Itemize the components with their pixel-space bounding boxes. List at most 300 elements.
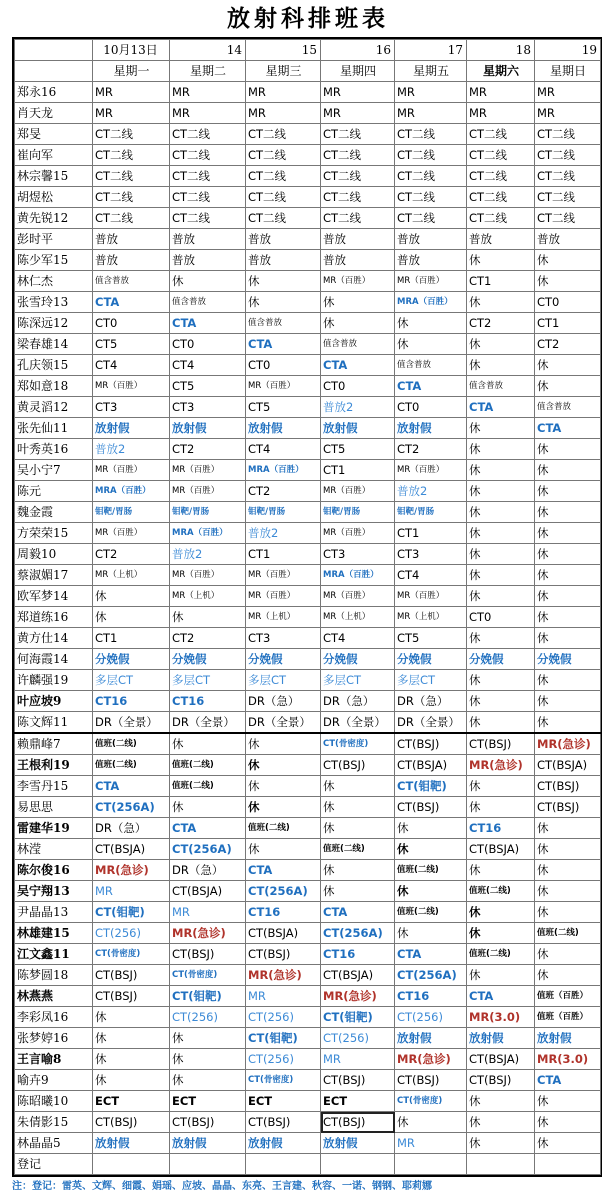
shift-cell[interactable]: MR（上机） <box>395 607 467 628</box>
shift-cell[interactable]: CT1 <box>395 523 467 544</box>
shift-cell[interactable]: CT(256) <box>246 1049 321 1070</box>
staff-name-cell[interactable]: 林仁杰 <box>15 271 93 292</box>
shift-cell[interactable]: 分娩假 <box>321 649 395 670</box>
shift-cell[interactable]: CT16 <box>321 944 395 965</box>
shift-cell[interactable]: 休 <box>467 797 535 818</box>
shift-cell[interactable]: 普放 <box>170 250 246 271</box>
shift-cell[interactable]: 休 <box>535 965 601 986</box>
shift-cell[interactable]: CT16 <box>246 902 321 923</box>
shift-cell[interactable]: CT16 <box>395 986 467 1007</box>
staff-name-cell[interactable]: 叶秀英16 <box>15 439 93 460</box>
shift-cell[interactable]: CT2 <box>535 334 601 355</box>
shift-cell[interactable]: CTA <box>467 986 535 1007</box>
shift-cell[interactable]: 值含普放 <box>535 397 601 418</box>
shift-cell[interactable]: CT0 <box>246 355 321 376</box>
shift-cell[interactable]: 休 <box>535 670 601 691</box>
shift-cell[interactable]: CTA <box>321 355 395 376</box>
staff-name-cell[interactable]: 林晶晶5 <box>15 1133 93 1154</box>
shift-cell[interactable]: 休 <box>467 544 535 565</box>
shift-cell[interactable]: 休 <box>395 818 467 839</box>
shift-cell[interactable]: CT(BSJ) <box>246 1112 321 1133</box>
shift-cell[interactable]: CT二线 <box>395 124 467 145</box>
shift-cell[interactable]: ECT <box>246 1091 321 1112</box>
shift-cell[interactable]: ECT <box>170 1091 246 1112</box>
shift-cell[interactable]: CT(256A) <box>246 881 321 902</box>
shift-cell[interactable]: 放射假 <box>246 1133 321 1154</box>
shift-cell[interactable]: 休 <box>535 586 601 607</box>
shift-cell[interactable]: CT(BSJA) <box>467 839 535 860</box>
shift-cell[interactable]: CT1 <box>93 628 170 649</box>
shift-cell[interactable]: CT(BSJ) <box>93 986 170 1007</box>
staff-name-cell[interactable]: 林雄建15 <box>15 923 93 944</box>
shift-cell[interactable]: 普放 <box>395 250 467 271</box>
shift-cell[interactable]: CT二线 <box>246 124 321 145</box>
shift-cell[interactable]: 值含普放 <box>395 355 467 376</box>
shift-cell[interactable]: 值班(二线) <box>246 818 321 839</box>
shift-cell[interactable]: CT二线 <box>467 166 535 187</box>
shift-cell[interactable]: CT(256) <box>170 1007 246 1028</box>
shift-cell[interactable]: 普放2 <box>93 439 170 460</box>
shift-cell[interactable]: 普放 <box>170 229 246 250</box>
shift-cell[interactable]: 休 <box>467 712 535 734</box>
shift-cell[interactable]: CT二线 <box>93 124 170 145</box>
staff-name-cell[interactable]: 朱倩影15 <box>15 1112 93 1133</box>
shift-cell[interactable]: MR（百胜） <box>246 376 321 397</box>
shift-cell[interactable]: 值班(二线) <box>395 902 467 923</box>
shift-cell[interactable]: 休 <box>535 1091 601 1112</box>
shift-cell[interactable]: 休 <box>395 334 467 355</box>
shift-cell[interactable]: MR <box>467 82 535 103</box>
shift-cell[interactable]: CT二线 <box>321 187 395 208</box>
shift-cell[interactable]: CT二线 <box>321 208 395 229</box>
shift-cell[interactable]: MR(3.0) <box>535 1049 601 1070</box>
shift-cell[interactable]: 休 <box>395 839 467 860</box>
shift-cell[interactable]: 值含普放 <box>170 292 246 313</box>
shift-cell[interactable]: MR(急诊) <box>246 965 321 986</box>
staff-name-cell[interactable]: 欧军梦14 <box>15 586 93 607</box>
shift-cell[interactable]: 休 <box>467 691 535 712</box>
shift-cell[interactable]: CT(BSJ) <box>535 797 601 818</box>
shift-cell[interactable]: 放射假 <box>321 1133 395 1154</box>
shift-cell[interactable]: CT二线 <box>321 124 395 145</box>
staff-name-cell[interactable]: 陈少军15 <box>15 250 93 271</box>
shift-cell[interactable]: CT二线 <box>395 187 467 208</box>
shift-cell[interactable]: 休 <box>467 481 535 502</box>
shift-cell[interactable]: MR（百胜） <box>93 460 170 481</box>
shift-cell[interactable]: 休 <box>535 628 601 649</box>
staff-name-cell[interactable]: 郑永16 <box>15 82 93 103</box>
shift-cell[interactable]: 休 <box>467 355 535 376</box>
staff-name-cell[interactable]: 吴小宁7 <box>15 460 93 481</box>
shift-cell[interactable]: CT二线 <box>170 145 246 166</box>
shift-cell[interactable]: CT二线 <box>246 145 321 166</box>
shift-cell[interactable]: CT(256) <box>93 923 170 944</box>
shift-cell[interactable]: CT二线 <box>170 124 246 145</box>
shift-cell[interactable]: CT(钼靶) <box>93 902 170 923</box>
shift-cell[interactable]: CT二线 <box>535 166 601 187</box>
staff-name-cell[interactable]: 肖天龙 <box>15 103 93 124</box>
staff-name-cell[interactable]: 郑道练16 <box>15 607 93 628</box>
shift-cell[interactable]: CT二线 <box>170 208 246 229</box>
shift-cell[interactable]: 休 <box>535 355 601 376</box>
shift-cell[interactable]: CT(骨密度) <box>93 944 170 965</box>
shift-cell[interactable]: 休 <box>93 1028 170 1049</box>
shift-cell[interactable]: 休 <box>467 860 535 881</box>
shift-cell[interactable]: MR（上机） <box>321 607 395 628</box>
shift-cell[interactable]: 普放 <box>321 229 395 250</box>
staff-name-cell[interactable]: 许麟强19 <box>15 670 93 691</box>
shift-cell[interactable]: 值含普放 <box>246 313 321 334</box>
shift-cell[interactable]: CTA <box>535 1070 601 1091</box>
shift-cell[interactable]: CT(BSJ) <box>467 1070 535 1091</box>
shift-cell[interactable]: 普放 <box>93 229 170 250</box>
shift-cell[interactable]: MR（百胜） <box>395 271 467 292</box>
shift-cell[interactable]: 放射假 <box>467 1028 535 1049</box>
shift-cell[interactable]: 值班（百胜） <box>535 1007 601 1028</box>
shift-cell[interactable]: CT(钼靶) <box>170 986 246 1007</box>
shift-cell[interactable]: MR（百胜） <box>321 271 395 292</box>
shift-cell[interactable]: CTA <box>321 902 395 923</box>
staff-name-cell[interactable]: 王根利19 <box>15 755 93 776</box>
shift-cell[interactable]: CT二线 <box>93 145 170 166</box>
shift-cell[interactable]: DR（全景） <box>395 712 467 734</box>
shift-cell[interactable]: 休 <box>246 271 321 292</box>
shift-cell[interactable]: CT(BSJ) <box>246 944 321 965</box>
shift-cell[interactable]: CT(BSJA) <box>170 881 246 902</box>
shift-cell[interactable]: CT16 <box>170 691 246 712</box>
shift-cell[interactable]: 休 <box>246 755 321 776</box>
shift-cell[interactable]: 休 <box>535 439 601 460</box>
shift-cell[interactable]: CT4 <box>395 565 467 586</box>
shift-cell[interactable]: 休 <box>467 292 535 313</box>
shift-cell[interactable]: CT(256) <box>246 1007 321 1028</box>
shift-cell[interactable]: 休 <box>93 1007 170 1028</box>
shift-cell[interactable]: 休 <box>246 776 321 797</box>
shift-cell[interactable]: CT2 <box>246 481 321 502</box>
shift-cell[interactable]: 放射假 <box>246 418 321 439</box>
shift-cell[interactable]: 休 <box>321 313 395 334</box>
shift-cell[interactable]: 休 <box>535 712 601 734</box>
shift-cell[interactable]: MR <box>321 1049 395 1070</box>
shift-cell[interactable]: CT(钼靶) <box>246 1028 321 1049</box>
shift-cell[interactable]: CT二线 <box>246 166 321 187</box>
shift-cell[interactable]: MRA（百胜） <box>321 565 395 586</box>
shift-cell[interactable]: 放射假 <box>93 1133 170 1154</box>
shift-cell[interactable]: CT二线 <box>93 166 170 187</box>
shift-cell[interactable]: CT二线 <box>467 145 535 166</box>
shift-cell[interactable]: 休 <box>467 1112 535 1133</box>
shift-cell[interactable]: CT二线 <box>467 208 535 229</box>
shift-cell[interactable]: CT4 <box>321 628 395 649</box>
shift-cell[interactable]: MR（百胜） <box>246 586 321 607</box>
staff-name-cell[interactable]: 张梦婷16 <box>15 1028 93 1049</box>
shift-cell[interactable]: 普放2 <box>321 397 395 418</box>
shift-cell[interactable]: CT(钼靶) <box>395 776 467 797</box>
shift-cell[interactable]: MR <box>93 82 170 103</box>
shift-cell[interactable]: ECT <box>321 1091 395 1112</box>
shift-cell[interactable]: CT(BSJ) <box>170 1112 246 1133</box>
shift-cell[interactable]: 普放2 <box>170 544 246 565</box>
shift-cell[interactable]: 休 <box>170 607 246 628</box>
staff-name-cell[interactable]: 孔庆领15 <box>15 355 93 376</box>
shift-cell[interactable]: 休 <box>170 1070 246 1091</box>
shift-cell[interactable]: 多层CT <box>170 670 246 691</box>
shift-cell[interactable]: 放射假 <box>170 1133 246 1154</box>
shift-cell[interactable]: MR（上机） <box>93 565 170 586</box>
shift-cell[interactable]: 休 <box>246 733 321 755</box>
shift-cell[interactable]: MR <box>395 82 467 103</box>
staff-name-cell[interactable]: 雷建华19 <box>15 818 93 839</box>
shift-cell[interactable]: MRA（百胜） <box>170 523 246 544</box>
staff-name-cell[interactable]: 江文鑫11 <box>15 944 93 965</box>
shift-cell[interactable]: CT二线 <box>321 145 395 166</box>
shift-cell[interactable]: 休 <box>535 250 601 271</box>
shift-cell[interactable]: 普放 <box>246 250 321 271</box>
shift-cell[interactable]: 休 <box>467 586 535 607</box>
staff-name-cell[interactable]: 吴宁翔13 <box>15 881 93 902</box>
shift-cell[interactable]: CT(骨密度) <box>170 965 246 986</box>
shift-cell[interactable]: CT二线 <box>395 208 467 229</box>
staff-name-cell[interactable]: 梁春雄14 <box>15 334 93 355</box>
shift-cell[interactable]: CT3 <box>93 397 170 418</box>
shift-cell[interactable]: CT(BSJ) <box>321 1070 395 1091</box>
shift-cell[interactable]: CT3 <box>321 544 395 565</box>
shift-cell[interactable]: 休 <box>535 881 601 902</box>
shift-cell[interactable]: 值班(二线) <box>321 839 395 860</box>
shift-cell[interactable]: CT(256A) <box>395 965 467 986</box>
shift-cell[interactable]: CT二线 <box>395 166 467 187</box>
staff-name-cell[interactable]: 黄方仕14 <box>15 628 93 649</box>
staff-name-cell[interactable]: 周毅10 <box>15 544 93 565</box>
shift-cell[interactable]: 普放 <box>535 229 601 250</box>
shift-cell[interactable]: CT(256A) <box>321 923 395 944</box>
shift-cell[interactable]: MR <box>246 103 321 124</box>
shift-cell[interactable]: 休 <box>535 860 601 881</box>
shift-cell[interactable]: CT二线 <box>535 145 601 166</box>
shift-cell[interactable]: CT1 <box>321 460 395 481</box>
shift-cell[interactable]: 休 <box>170 1049 246 1070</box>
shift-cell[interactable]: DR（全景） <box>170 712 246 734</box>
shift-cell[interactable]: 休 <box>170 1028 246 1049</box>
shift-cell[interactable]: CT(256) <box>395 1007 467 1028</box>
shift-cell[interactable]: CTA <box>246 334 321 355</box>
shift-cell[interactable]: 放射假 <box>93 418 170 439</box>
shift-cell[interactable]: MR（百胜） <box>170 565 246 586</box>
shift-cell[interactable]: 休 <box>246 292 321 313</box>
shift-cell[interactable]: 休 <box>467 1133 535 1154</box>
shift-cell[interactable]: 休 <box>467 965 535 986</box>
shift-cell[interactable]: MR <box>93 881 170 902</box>
shift-cell[interactable]: CTA <box>170 313 246 334</box>
shift-cell[interactable]: MR <box>321 103 395 124</box>
shift-cell[interactable]: 放射假 <box>535 1028 601 1049</box>
shift-cell[interactable]: 值班(二线) <box>170 776 246 797</box>
shift-cell[interactable]: CT0 <box>395 397 467 418</box>
shift-cell[interactable]: 值班(二线) <box>93 733 170 755</box>
shift-cell[interactable]: 休 <box>321 776 395 797</box>
shift-cell[interactable]: 多层CT <box>321 670 395 691</box>
shift-cell[interactable]: DR（全景） <box>321 712 395 734</box>
shift-cell[interactable]: CTA <box>535 418 601 439</box>
shift-cell[interactable]: 分娩假 <box>467 649 535 670</box>
shift-cell[interactable]: CT(BSJ) <box>321 1112 395 1133</box>
shift-cell[interactable]: MR（百胜） <box>321 586 395 607</box>
shift-cell[interactable]: 休 <box>535 271 601 292</box>
shift-cell[interactable]: CT16 <box>467 818 535 839</box>
shift-cell[interactable]: 休 <box>467 565 535 586</box>
shift-cell[interactable]: 休 <box>467 418 535 439</box>
shift-cell[interactable]: MR(急诊) <box>93 860 170 881</box>
shift-cell[interactable]: CT5 <box>246 397 321 418</box>
staff-name-cell[interactable]: 喻卉9 <box>15 1070 93 1091</box>
shift-cell[interactable]: MR（百胜） <box>170 481 246 502</box>
staff-name-cell[interactable]: 王言喻8 <box>15 1049 93 1070</box>
shift-cell[interactable]: 休 <box>535 1112 601 1133</box>
shift-cell[interactable]: CT(BSJ) <box>170 944 246 965</box>
staff-name-cell[interactable]: 尹晶晶13 <box>15 902 93 923</box>
shift-cell[interactable]: 休 <box>467 502 535 523</box>
shift-cell[interactable]: 休 <box>321 818 395 839</box>
shift-cell[interactable]: 休 <box>395 881 467 902</box>
shift-cell[interactable]: 休 <box>246 839 321 860</box>
shift-cell[interactable]: 休 <box>467 250 535 271</box>
shift-cell[interactable]: 普放 <box>93 250 170 271</box>
shift-cell[interactable]: CT二线 <box>93 208 170 229</box>
shift-cell[interactable]: MR <box>170 103 246 124</box>
shift-cell[interactable]: CT5 <box>93 334 170 355</box>
shift-cell[interactable]: CT二线 <box>535 124 601 145</box>
shift-cell[interactable]: CT(钼靶) <box>321 1007 395 1028</box>
shift-cell[interactable]: CT5 <box>170 376 246 397</box>
shift-cell[interactable]: MR <box>93 103 170 124</box>
shift-cell[interactable]: 放射假 <box>395 1028 467 1049</box>
shift-cell[interactable]: CT1 <box>246 544 321 565</box>
shift-cell[interactable]: CT0 <box>535 292 601 313</box>
shift-cell[interactable]: DR（急） <box>170 860 246 881</box>
shift-cell[interactable]: CT二线 <box>170 166 246 187</box>
shift-cell[interactable]: CT3 <box>170 397 246 418</box>
shift-cell[interactable]: ECT <box>93 1091 170 1112</box>
shift-cell[interactable]: 普放 <box>395 229 467 250</box>
shift-cell[interactable]: CT2 <box>170 628 246 649</box>
staff-name-cell[interactable]: 黄灵滔12 <box>15 397 93 418</box>
shift-cell[interactable]: MR(3.0) <box>467 1007 535 1028</box>
shift-cell[interactable]: CT(BSJ) <box>321 755 395 776</box>
shift-cell[interactable]: CT(骨密度) <box>321 733 395 755</box>
staff-name-cell[interactable]: 林宗馨15 <box>15 166 93 187</box>
shift-cell[interactable]: 分娩假 <box>535 649 601 670</box>
shift-cell[interactable]: MR（百胜） <box>395 586 467 607</box>
shift-cell[interactable]: MR(急诊) <box>535 733 601 755</box>
shift-cell[interactable]: 休 <box>535 565 601 586</box>
shift-cell[interactable]: MR(急诊) <box>467 755 535 776</box>
shift-cell[interactable]: CT(BSJ) <box>93 1112 170 1133</box>
shift-cell[interactable]: 普放 <box>246 229 321 250</box>
shift-cell[interactable]: 普放2 <box>246 523 321 544</box>
shift-cell[interactable]: DR（急） <box>246 691 321 712</box>
shift-cell[interactable]: CT(256A) <box>170 839 246 860</box>
staff-name-cell[interactable]: 胡煜松 <box>15 187 93 208</box>
shift-cell[interactable]: MR（百胜） <box>93 523 170 544</box>
shift-cell[interactable]: MR(急诊) <box>170 923 246 944</box>
shift-cell[interactable]: CTA <box>395 944 467 965</box>
shift-cell[interactable]: CT1 <box>535 313 601 334</box>
shift-cell[interactable]: CTA <box>467 397 535 418</box>
shift-cell[interactable]: CT16 <box>93 691 170 712</box>
shift-cell[interactable]: DR（全景） <box>246 712 321 734</box>
shift-cell[interactable]: MR <box>467 103 535 124</box>
shift-cell[interactable]: CT(BSJA) <box>535 755 601 776</box>
shift-cell[interactable]: MR <box>321 82 395 103</box>
shift-cell[interactable]: CT二线 <box>93 187 170 208</box>
shift-cell[interactable]: 普放 <box>467 229 535 250</box>
shift-cell[interactable]: 休 <box>93 1049 170 1070</box>
shift-cell[interactable]: 放射假 <box>395 418 467 439</box>
shift-cell[interactable]: MRA（百胜） <box>93 481 170 502</box>
shift-cell[interactable]: 普放2 <box>395 481 467 502</box>
staff-name-cell[interactable]: 方荣荣15 <box>15 523 93 544</box>
staff-name-cell[interactable]: 赖鼎峰7 <box>15 733 93 755</box>
shift-cell[interactable]: CT(骨密度) <box>395 1091 467 1112</box>
shift-cell[interactable]: MR <box>246 82 321 103</box>
shift-cell[interactable]: 休 <box>467 334 535 355</box>
shift-cell[interactable]: CT4 <box>170 355 246 376</box>
shift-cell[interactable]: CT(BSJA) <box>395 755 467 776</box>
shift-cell[interactable]: CTA <box>170 818 246 839</box>
staff-name-cell[interactable]: 李彩凤16 <box>15 1007 93 1028</box>
shift-cell[interactable]: CT二线 <box>246 187 321 208</box>
shift-cell[interactable]: CT(BSJA) <box>93 839 170 860</box>
shift-cell[interactable]: 休 <box>321 292 395 313</box>
shift-cell[interactable]: 休 <box>535 376 601 397</box>
shift-cell[interactable] <box>321 1154 395 1175</box>
shift-cell[interactable]: 休 <box>395 1112 467 1133</box>
staff-name-cell[interactable]: 林滢 <box>15 839 93 860</box>
shift-cell[interactable]: 休 <box>467 628 535 649</box>
shift-cell[interactable]: 值含普放 <box>321 334 395 355</box>
shift-cell[interactable]: DR（急） <box>321 691 395 712</box>
shift-cell[interactable]: CTA <box>93 292 170 313</box>
shift-cell[interactable]: 休 <box>467 1091 535 1112</box>
shift-cell[interactable]: CT2 <box>395 439 467 460</box>
shift-cell[interactable]: MRA（百胜） <box>246 460 321 481</box>
shift-cell[interactable]: CT0 <box>170 334 246 355</box>
shift-cell[interactable]: 休 <box>170 271 246 292</box>
staff-name-cell[interactable]: 陈梦圆18 <box>15 965 93 986</box>
shift-cell[interactable]: 钼靶/胃肠 <box>321 502 395 523</box>
shift-cell[interactable]: MR（百胜） <box>321 523 395 544</box>
shift-cell[interactable]: DR（急） <box>395 691 467 712</box>
shift-cell[interactable]: MR（百胜） <box>246 565 321 586</box>
shift-cell[interactable]: 休 <box>93 586 170 607</box>
shift-cell[interactable]: 休 <box>535 460 601 481</box>
staff-name-cell[interactable]: 崔向军 <box>15 145 93 166</box>
shift-cell[interactable]: 休 <box>467 776 535 797</box>
staff-name-cell[interactable]: 郑如意18 <box>15 376 93 397</box>
staff-name-cell[interactable]: 张雪玲13 <box>15 292 93 313</box>
shift-cell[interactable]: DR（急） <box>93 818 170 839</box>
shift-cell[interactable]: CT0 <box>467 607 535 628</box>
staff-name-cell[interactable]: 陈深远12 <box>15 313 93 334</box>
shift-cell[interactable]: CT二线 <box>170 187 246 208</box>
shift-cell[interactable]: 休 <box>170 733 246 755</box>
shift-cell[interactable]: MR（百胜） <box>93 376 170 397</box>
shift-cell[interactable]: CT二线 <box>321 166 395 187</box>
shift-cell[interactable]: 休 <box>321 797 395 818</box>
shift-cell[interactable]: 休 <box>467 902 535 923</box>
shift-cell[interactable]: 值班(二线) <box>170 755 246 776</box>
shift-cell[interactable]: CT(BSJ) <box>395 797 467 818</box>
